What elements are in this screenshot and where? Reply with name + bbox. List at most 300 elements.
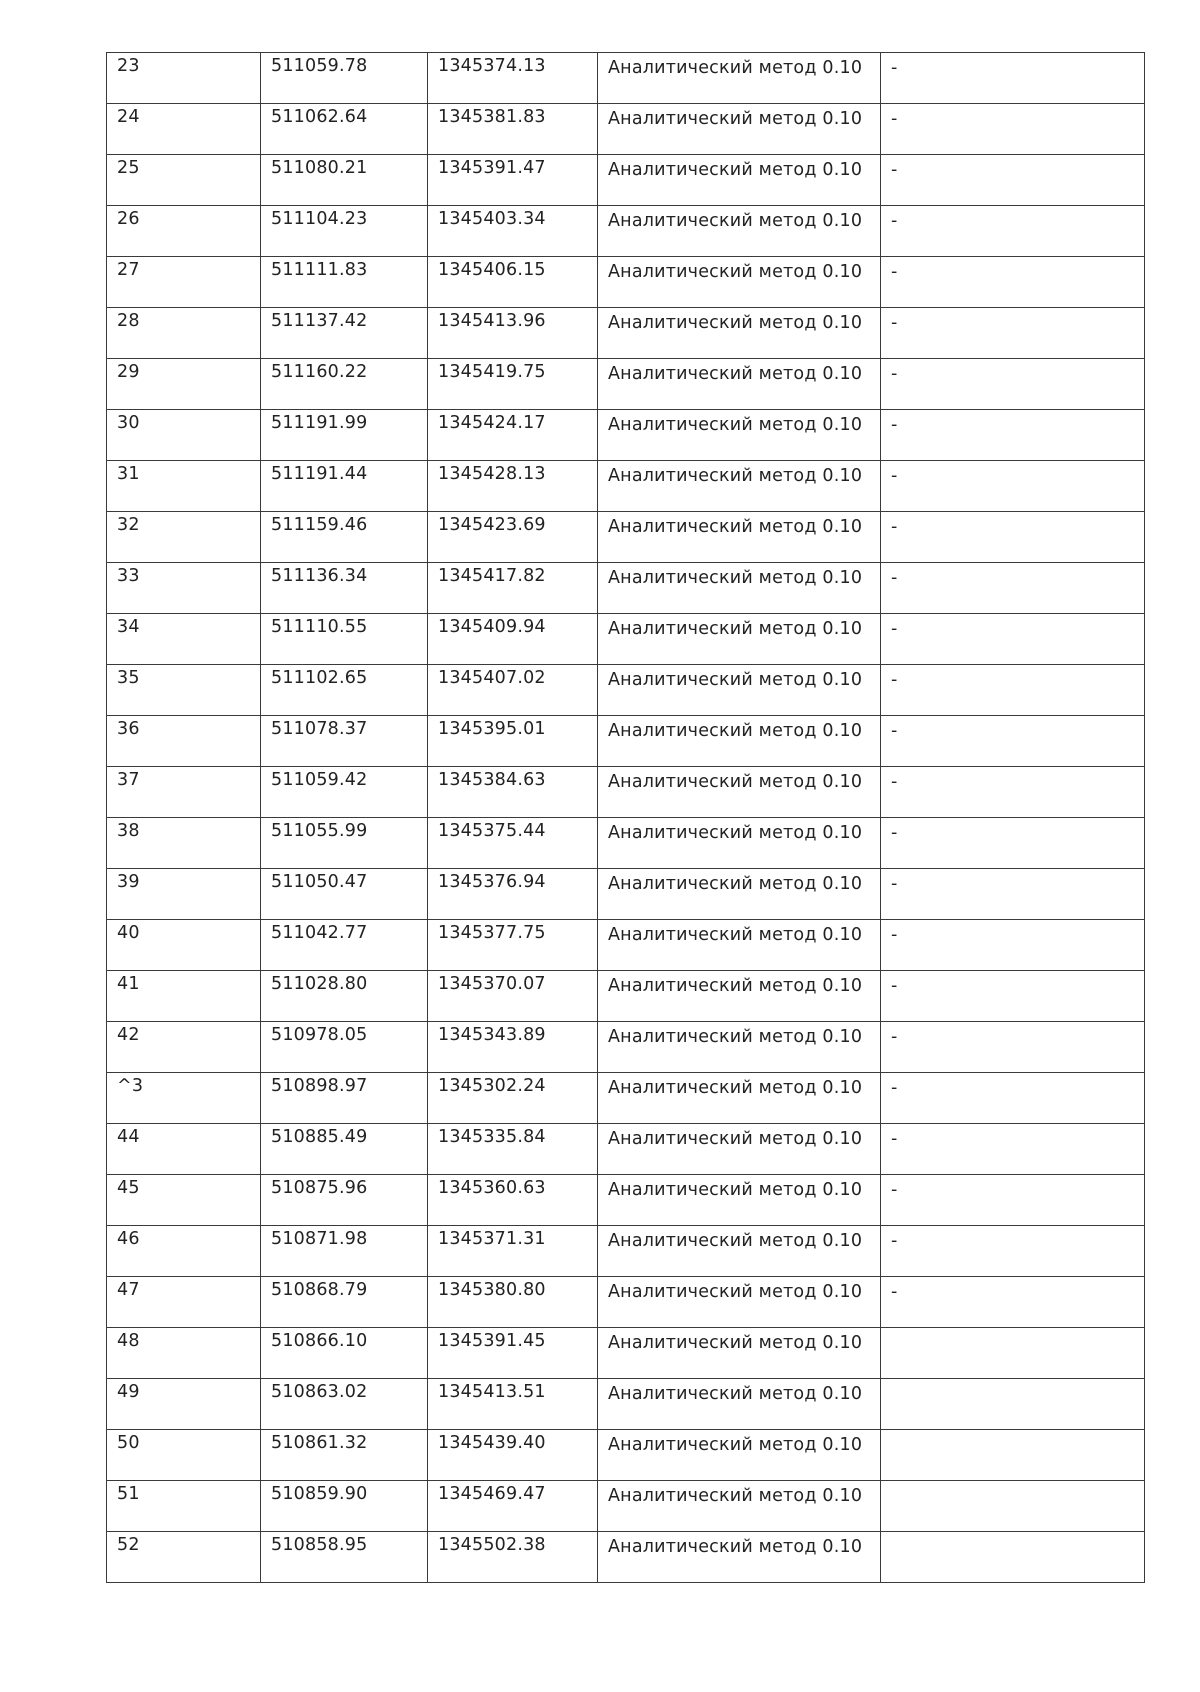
x-coordinate-cell-text: 510898.97 xyxy=(271,1076,368,1096)
method-cell xyxy=(598,1175,881,1226)
x-coordinate-cell xyxy=(261,1277,428,1328)
note-cell xyxy=(881,1073,1145,1124)
point-number-cell xyxy=(107,1430,261,1481)
y-coordinate-cell-text: 1345469.47 xyxy=(438,1484,546,1504)
y-coordinate-cell xyxy=(428,104,598,155)
x-coordinate-cell xyxy=(261,1532,428,1583)
point-number-cell xyxy=(107,155,261,206)
x-coordinate-cell-text: 510861.32 xyxy=(271,1433,368,1453)
point-number-cell-text: 41 xyxy=(117,974,140,994)
method-cell-text: Аналитический метод 0.10 xyxy=(608,109,863,129)
x-coordinate-cell xyxy=(261,716,428,767)
point-number-cell-text: 24 xyxy=(117,107,140,127)
y-coordinate-cell xyxy=(428,359,598,410)
point-number-cell-text: 42 xyxy=(117,1025,140,1045)
note-cell-text: - xyxy=(891,1231,898,1251)
x-coordinate-cell-text: 511104.23 xyxy=(271,209,368,229)
method-cell xyxy=(598,971,881,1022)
table-row xyxy=(107,1379,1145,1430)
point-number-cell xyxy=(107,1532,261,1583)
method-cell xyxy=(598,155,881,206)
note-cell xyxy=(881,818,1145,869)
note-cell xyxy=(881,1430,1145,1481)
point-number-cell xyxy=(107,1226,261,1277)
y-coordinate-cell xyxy=(428,716,598,767)
table-row xyxy=(107,818,1145,869)
y-coordinate-cell-text: 1345391.47 xyxy=(438,158,546,178)
note-cell xyxy=(881,512,1145,563)
method-cell-text: Аналитический метод 0.10 xyxy=(608,58,863,78)
note-cell-text: - xyxy=(891,262,898,282)
table-row xyxy=(107,1022,1145,1073)
note-cell xyxy=(881,410,1145,461)
point-number-cell-text: 34 xyxy=(117,617,140,637)
method-cell xyxy=(598,512,881,563)
note-cell xyxy=(881,563,1145,614)
point-number-cell xyxy=(107,563,261,614)
note-cell xyxy=(881,1328,1145,1379)
note-cell-text: - xyxy=(891,823,898,843)
method-cell-text: Аналитический метод 0.10 xyxy=(608,721,863,741)
point-number-cell-text: 47 xyxy=(117,1280,140,1300)
point-number-cell xyxy=(107,869,261,920)
x-coordinate-cell-text: 511191.44 xyxy=(271,464,368,484)
x-coordinate-cell xyxy=(261,614,428,665)
method-cell xyxy=(598,1226,881,1277)
x-coordinate-cell-text: 510859.90 xyxy=(271,1484,368,1504)
point-number-cell-text: 33 xyxy=(117,566,140,586)
note-cell xyxy=(881,869,1145,920)
x-coordinate-cell-text: 511111.83 xyxy=(271,260,368,280)
method-cell-text: Аналитический метод 0.10 xyxy=(608,619,863,639)
note-cell xyxy=(881,461,1145,512)
method-cell xyxy=(598,563,881,614)
point-number-cell xyxy=(107,1481,261,1532)
x-coordinate-cell xyxy=(261,1124,428,1175)
y-coordinate-cell-text: 1345407.02 xyxy=(438,668,546,688)
note-cell-text: - xyxy=(891,211,898,231)
x-coordinate-cell-text: 510866.10 xyxy=(271,1331,368,1351)
method-cell-text: Аналитический метод 0.10 xyxy=(608,1537,863,1557)
note-cell xyxy=(881,716,1145,767)
method-cell xyxy=(598,461,881,512)
y-coordinate-cell-text: 1345403.34 xyxy=(438,209,546,229)
note-cell xyxy=(881,665,1145,716)
point-number-cell-text: 29 xyxy=(117,362,140,382)
point-number-cell-text: 35 xyxy=(117,668,140,688)
point-number-cell xyxy=(107,1022,261,1073)
method-cell xyxy=(598,206,881,257)
point-number-cell-text: 37 xyxy=(117,770,140,790)
table-row xyxy=(107,359,1145,410)
y-coordinate-cell-text: 1345439.40 xyxy=(438,1433,546,1453)
point-number-cell-text: 45 xyxy=(117,1178,140,1198)
y-coordinate-cell-text: 1345419.75 xyxy=(438,362,546,382)
method-cell xyxy=(598,308,881,359)
note-cell xyxy=(881,1022,1145,1073)
point-number-cell-text: 26 xyxy=(117,209,140,229)
point-number-cell-text: 32 xyxy=(117,515,140,535)
point-number-cell-text: 30 xyxy=(117,413,140,433)
note-cell xyxy=(881,920,1145,971)
table-row xyxy=(107,716,1145,767)
point-number-cell xyxy=(107,1328,261,1379)
x-coordinate-cell-text: 511042.77 xyxy=(271,923,368,943)
y-coordinate-cell xyxy=(428,1175,598,1226)
point-number-cell xyxy=(107,206,261,257)
note-cell-text: - xyxy=(891,160,898,180)
point-number-cell-text: 49 xyxy=(117,1382,140,1402)
point-number-cell-text: ^3 xyxy=(117,1076,144,1096)
method-cell-text: Аналитический метод 0.10 xyxy=(608,1078,863,1098)
x-coordinate-cell xyxy=(261,104,428,155)
point-number-cell xyxy=(107,308,261,359)
point-number-cell-text: 52 xyxy=(117,1535,140,1555)
table-row xyxy=(107,257,1145,308)
x-coordinate-cell xyxy=(261,1226,428,1277)
x-coordinate-cell xyxy=(261,1022,428,1073)
y-coordinate-cell-text: 1345302.24 xyxy=(438,1076,546,1096)
point-number-cell xyxy=(107,971,261,1022)
y-coordinate-cell-text: 1345423.69 xyxy=(438,515,546,535)
y-coordinate-cell-text: 1345395.01 xyxy=(438,719,546,739)
point-number-cell xyxy=(107,716,261,767)
method-cell xyxy=(598,1532,881,1583)
point-number-cell xyxy=(107,461,261,512)
x-coordinate-cell-text: 511110.55 xyxy=(271,617,368,637)
y-coordinate-cell xyxy=(428,869,598,920)
y-coordinate-cell xyxy=(428,1379,598,1430)
y-coordinate-cell xyxy=(428,1073,598,1124)
note-cell-text: - xyxy=(891,58,898,78)
point-number-cell xyxy=(107,818,261,869)
table-row xyxy=(107,104,1145,155)
point-number-cell xyxy=(107,512,261,563)
x-coordinate-cell-text: 511055.99 xyxy=(271,821,368,841)
x-coordinate-cell xyxy=(261,920,428,971)
point-number-cell xyxy=(107,410,261,461)
x-coordinate-cell xyxy=(261,308,428,359)
point-number-cell xyxy=(107,767,261,818)
x-coordinate-cell xyxy=(261,1430,428,1481)
y-coordinate-cell-text: 1345370.07 xyxy=(438,974,546,994)
method-cell xyxy=(598,869,881,920)
method-cell-text: Аналитический метод 0.10 xyxy=(608,211,863,231)
x-coordinate-cell xyxy=(261,359,428,410)
y-coordinate-cell-text: 1345376.94 xyxy=(438,872,546,892)
x-coordinate-cell-text: 511062.64 xyxy=(271,107,368,127)
method-cell-text: Аналитический метод 0.10 xyxy=(608,874,863,894)
table-row xyxy=(107,869,1145,920)
note-cell xyxy=(881,257,1145,308)
point-number-cell-text: 25 xyxy=(117,158,140,178)
x-coordinate-cell xyxy=(261,1328,428,1379)
note-cell xyxy=(881,155,1145,206)
note-cell-text: - xyxy=(891,1078,898,1098)
method-cell xyxy=(598,716,881,767)
note-cell xyxy=(881,359,1145,410)
note-cell xyxy=(881,206,1145,257)
note-cell xyxy=(881,53,1145,104)
method-cell-text: Аналитический метод 0.10 xyxy=(608,925,863,945)
table-row xyxy=(107,971,1145,1022)
method-cell xyxy=(598,1277,881,1328)
method-cell-text: Аналитический метод 0.10 xyxy=(608,466,863,486)
method-cell xyxy=(598,104,881,155)
method-cell xyxy=(598,1073,881,1124)
y-coordinate-cell xyxy=(428,1277,598,1328)
x-coordinate-cell-text: 511050.47 xyxy=(271,872,368,892)
method-cell-text: Аналитический метод 0.10 xyxy=(608,568,863,588)
note-cell-text: - xyxy=(891,670,898,690)
x-coordinate-cell-text: 511080.21 xyxy=(271,158,368,178)
note-cell xyxy=(881,308,1145,359)
x-coordinate-cell-text: 510863.02 xyxy=(271,1382,368,1402)
x-coordinate-cell xyxy=(261,410,428,461)
y-coordinate-cell-text: 1345375.44 xyxy=(438,821,546,841)
method-cell xyxy=(598,410,881,461)
note-cell xyxy=(881,1124,1145,1175)
y-coordinate-cell-text: 1345409.94 xyxy=(438,617,546,637)
y-coordinate-cell xyxy=(428,410,598,461)
method-cell xyxy=(598,767,881,818)
table-body xyxy=(107,53,1145,1583)
table-row xyxy=(107,512,1145,563)
table-row xyxy=(107,1430,1145,1481)
y-coordinate-cell xyxy=(428,53,598,104)
y-coordinate-cell xyxy=(428,920,598,971)
point-number-cell-text: 40 xyxy=(117,923,140,943)
method-cell-text: Аналитический метод 0.10 xyxy=(608,772,863,792)
method-cell-text: Аналитический метод 0.10 xyxy=(608,313,863,333)
note-cell-text: - xyxy=(891,415,898,435)
table-row xyxy=(107,1175,1145,1226)
method-cell-text: Аналитический метод 0.10 xyxy=(608,262,863,282)
point-number-cell xyxy=(107,614,261,665)
method-cell xyxy=(598,614,881,665)
y-coordinate-cell-text: 1345377.75 xyxy=(438,923,546,943)
note-cell-text: - xyxy=(891,109,898,129)
y-coordinate-cell-text: 1345343.89 xyxy=(438,1025,546,1045)
table-row xyxy=(107,155,1145,206)
y-coordinate-cell-text: 1345360.63 xyxy=(438,1178,546,1198)
method-cell-text: Аналитический метод 0.10 xyxy=(608,364,863,384)
x-coordinate-cell-text: 511191.99 xyxy=(271,413,368,433)
note-cell-text: - xyxy=(891,466,898,486)
note-cell xyxy=(881,1226,1145,1277)
y-coordinate-cell xyxy=(428,971,598,1022)
note-cell-text: - xyxy=(891,568,898,588)
y-coordinate-cell-text: 1345374.13 xyxy=(438,56,546,76)
note-cell-text: - xyxy=(891,1282,898,1302)
method-cell-text: Аналитический метод 0.10 xyxy=(608,1282,863,1302)
point-number-cell-text: 28 xyxy=(117,311,140,331)
note-cell-text: - xyxy=(891,874,898,894)
y-coordinate-cell xyxy=(428,461,598,512)
point-number-cell xyxy=(107,257,261,308)
y-coordinate-cell xyxy=(428,665,598,716)
method-cell xyxy=(598,257,881,308)
x-coordinate-cell xyxy=(261,206,428,257)
x-coordinate-cell-text: 511102.65 xyxy=(271,668,368,688)
method-cell xyxy=(598,1379,881,1430)
x-coordinate-cell-text: 510871.98 xyxy=(271,1229,368,1249)
point-number-cell xyxy=(107,1073,261,1124)
coordinates-table xyxy=(106,52,1145,1583)
x-coordinate-cell xyxy=(261,1481,428,1532)
y-coordinate-cell xyxy=(428,206,598,257)
table-row xyxy=(107,206,1145,257)
table-row xyxy=(107,614,1145,665)
y-coordinate-cell xyxy=(428,614,598,665)
note-cell-text: - xyxy=(891,619,898,639)
table-row xyxy=(107,1073,1145,1124)
x-coordinate-cell-text: 510885.49 xyxy=(271,1127,368,1147)
method-cell xyxy=(598,818,881,869)
method-cell xyxy=(598,1481,881,1532)
note-cell xyxy=(881,767,1145,818)
note-cell-text: - xyxy=(891,976,898,996)
x-coordinate-cell xyxy=(261,971,428,1022)
y-coordinate-cell-text: 1345406.15 xyxy=(438,260,546,280)
x-coordinate-cell xyxy=(261,1379,428,1430)
point-number-cell-text: 48 xyxy=(117,1331,140,1351)
method-cell-text: Аналитический метод 0.10 xyxy=(608,160,863,180)
x-coordinate-cell xyxy=(261,257,428,308)
x-coordinate-cell xyxy=(261,563,428,614)
method-cell-text: Аналитический метод 0.10 xyxy=(608,1435,863,1455)
y-coordinate-cell xyxy=(428,1022,598,1073)
note-cell xyxy=(881,104,1145,155)
method-cell-text: Аналитический метод 0.10 xyxy=(608,1231,863,1251)
y-coordinate-cell-text: 1345380.80 xyxy=(438,1280,546,1300)
x-coordinate-cell-text: 511159.46 xyxy=(271,515,368,535)
x-coordinate-cell-text: 510875.96 xyxy=(271,1178,368,1198)
x-coordinate-cell-text: 511059.42 xyxy=(271,770,368,790)
y-coordinate-cell xyxy=(428,1481,598,1532)
x-coordinate-cell xyxy=(261,818,428,869)
x-coordinate-cell xyxy=(261,767,428,818)
y-coordinate-cell xyxy=(428,257,598,308)
table-row xyxy=(107,665,1145,716)
note-cell xyxy=(881,1481,1145,1532)
y-coordinate-cell xyxy=(428,155,598,206)
x-coordinate-cell xyxy=(261,869,428,920)
table-row xyxy=(107,1532,1145,1583)
table-row xyxy=(107,1328,1145,1379)
y-coordinate-cell xyxy=(428,512,598,563)
y-coordinate-cell-text: 1345384.63 xyxy=(438,770,546,790)
method-cell-text: Аналитический метод 0.10 xyxy=(608,1333,863,1353)
method-cell xyxy=(598,53,881,104)
note-cell-text: - xyxy=(891,721,898,741)
y-coordinate-cell-text: 1345417.82 xyxy=(438,566,546,586)
y-coordinate-cell-text: 1345371.31 xyxy=(438,1229,546,1249)
y-coordinate-cell-text: 1345413.96 xyxy=(438,311,546,331)
method-cell xyxy=(598,359,881,410)
x-coordinate-cell-text: 511078.37 xyxy=(271,719,368,739)
x-coordinate-cell-text: 511028.80 xyxy=(271,974,368,994)
note-cell xyxy=(881,1379,1145,1430)
note-cell xyxy=(881,971,1145,1022)
note-cell-text: - xyxy=(891,1129,898,1149)
y-coordinate-cell xyxy=(428,1226,598,1277)
method-cell xyxy=(598,1124,881,1175)
y-coordinate-cell-text: 1345335.84 xyxy=(438,1127,546,1147)
note-cell-text: - xyxy=(891,925,898,945)
method-cell-text: Аналитический метод 0.10 xyxy=(608,1180,863,1200)
table-row xyxy=(107,410,1145,461)
note-cell-text: - xyxy=(891,1027,898,1047)
method-cell xyxy=(598,1430,881,1481)
point-number-cell-text: 51 xyxy=(117,1484,140,1504)
method-cell-text: Аналитический метод 0.10 xyxy=(608,1486,863,1506)
method-cell xyxy=(598,1022,881,1073)
y-coordinate-cell xyxy=(428,1532,598,1583)
y-coordinate-cell-text: 1345391.45 xyxy=(438,1331,546,1351)
table-row xyxy=(107,920,1145,971)
x-coordinate-cell-text: 511160.22 xyxy=(271,362,368,382)
method-cell-text: Аналитический метод 0.10 xyxy=(608,976,863,996)
x-coordinate-cell-text: 511059.78 xyxy=(271,56,368,76)
y-coordinate-cell xyxy=(428,308,598,359)
note-cell-text: - xyxy=(891,364,898,384)
x-coordinate-cell xyxy=(261,1073,428,1124)
method-cell xyxy=(598,920,881,971)
note-cell-text: - xyxy=(891,313,898,333)
x-coordinate-cell xyxy=(261,665,428,716)
table-row xyxy=(107,767,1145,818)
point-number-cell xyxy=(107,1175,261,1226)
point-number-cell xyxy=(107,53,261,104)
y-coordinate-cell xyxy=(428,1328,598,1379)
method-cell-text: Аналитический метод 0.10 xyxy=(608,823,863,843)
x-coordinate-cell-text: 510858.95 xyxy=(271,1535,368,1555)
x-coordinate-cell xyxy=(261,1175,428,1226)
table-row xyxy=(107,1277,1145,1328)
point-number-cell xyxy=(107,665,261,716)
y-coordinate-cell xyxy=(428,1430,598,1481)
x-coordinate-cell-text: 510978.05 xyxy=(271,1025,368,1045)
y-coordinate-cell-text: 1345502.38 xyxy=(438,1535,546,1555)
point-number-cell xyxy=(107,920,261,971)
method-cell xyxy=(598,1328,881,1379)
note-cell xyxy=(881,1532,1145,1583)
y-coordinate-cell xyxy=(428,563,598,614)
note-cell-text: - xyxy=(891,1180,898,1200)
method-cell-text: Аналитический метод 0.10 xyxy=(608,415,863,435)
note-cell xyxy=(881,614,1145,665)
point-number-cell-text: 46 xyxy=(117,1229,140,1249)
point-number-cell-text: 44 xyxy=(117,1127,140,1147)
x-coordinate-cell-text: 511136.34 xyxy=(271,566,368,586)
point-number-cell-text: 31 xyxy=(117,464,140,484)
table-row xyxy=(107,1226,1145,1277)
table-row xyxy=(107,308,1145,359)
note-cell xyxy=(881,1277,1145,1328)
table-row xyxy=(107,1124,1145,1175)
y-coordinate-cell xyxy=(428,1124,598,1175)
table-row xyxy=(107,53,1145,104)
point-number-cell xyxy=(107,104,261,155)
x-coordinate-cell xyxy=(261,155,428,206)
point-number-cell xyxy=(107,359,261,410)
method-cell-text: Аналитический метод 0.10 xyxy=(608,1384,863,1404)
method-cell xyxy=(598,665,881,716)
note-cell-text: - xyxy=(891,517,898,537)
y-coordinate-cell-text: 1345381.83 xyxy=(438,107,546,127)
point-number-cell-text: 36 xyxy=(117,719,140,739)
